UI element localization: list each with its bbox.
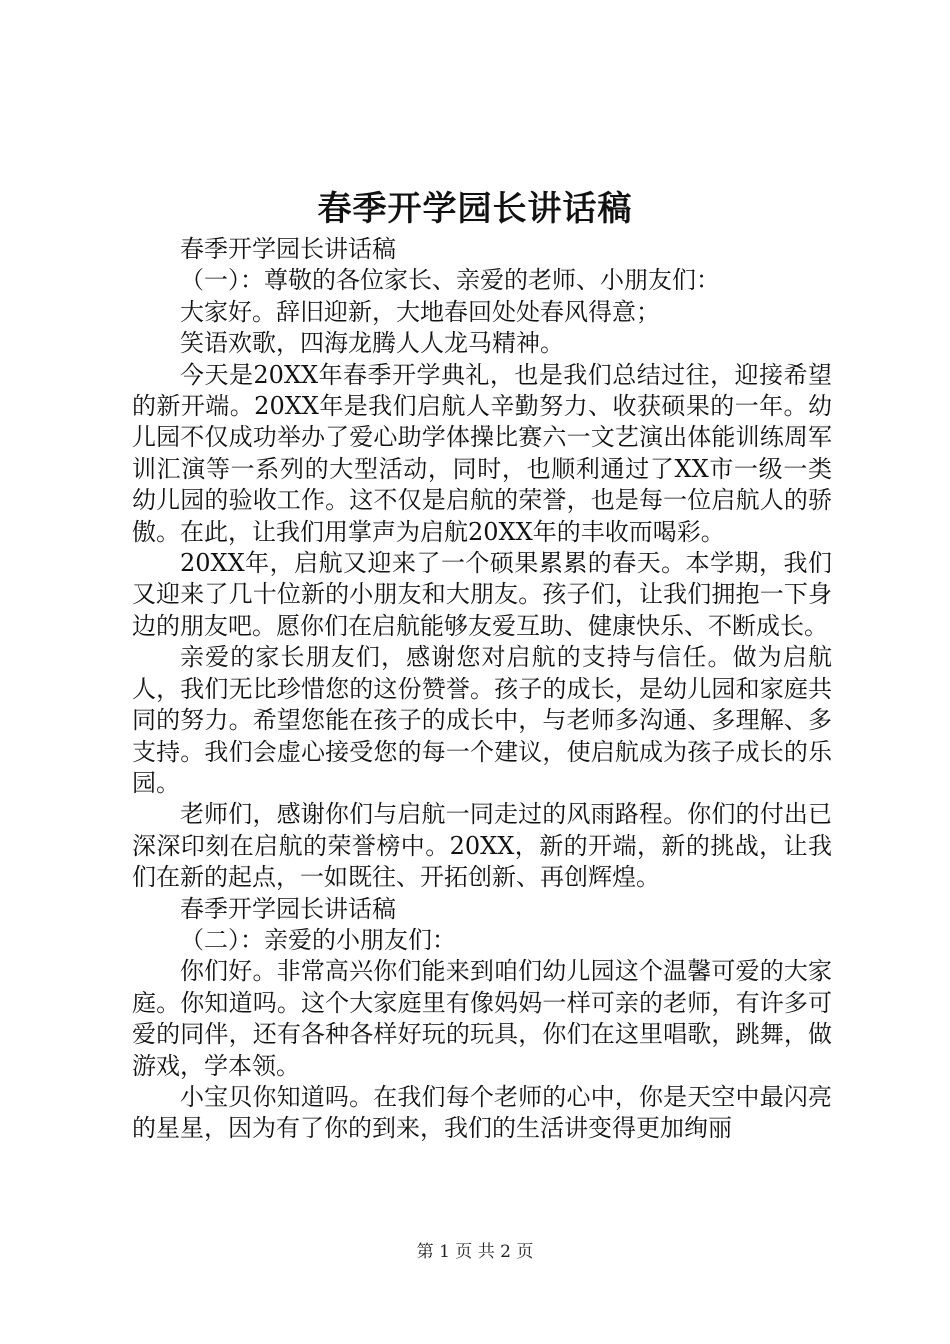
paragraph: 老师们，感谢你们与启航一同走过的风雨路程。你们的付出已深深印刻在启航的荣誉榜中。20XX，新的开端，新的挑战，让我们在新的起点，一如既往、开拓创新、再创辉煌。 [132,800,832,892]
paragraph: 你们好。非常高兴你们能来到咱们幼儿园这个温馨可爱的大家庭。你知道吗。这个大家庭里有像妈妈一样可亲的老师，有许多可爱的同伴，还有各种各样好玩的玩具，你们在这里唱歌，跳舞，做游戏，学本领。 [132,957,832,1080]
paragraph-salutation-1: （一）：尊敬的各位家长、亲爱的老师、小朋友们： [180,266,720,295]
paragraph: 今天是20XX年春季开学典礼，也是我们总结过往，迎接希望的新开端。20XX年是我们启航人辛勤努力、收获硕果的一年。幼儿园不仅成功举办了爱心助学体操比赛六一文艺演出体能训练周军训汇演等一系列的大型活动，同时，也顺利通过了XX市一级一类幼儿园的验收工作。这不仅是启航的荣誉，也是每一位启航人的骄傲。在此，让我们用掌声为启航20XX年的丰收而喝彩。 [132,360,832,546]
document-body [132,234,832,1145]
document-title: 春季开学园长讲话稿 [317,189,633,229]
page-number-footer: 第 1 页 共 2 页 [416,1242,534,1262]
paragraph: 小宝贝你知道吗。在我们每个老师的心中，你是天空中最闪亮的星星，因为有了你的到来，我们的生活讲变得更加绚丽 [132,1082,832,1143]
paragraph: 大家好。辞旧迎新，大地春回处处春风得意； [180,297,660,326]
paragraph-salutation-2: （二）：亲爱的小朋友们： [180,925,456,954]
paragraph: 亲爱的家长朋友们，感谢您对启航的支持与信任。做为启航人，我们无比珍惜您的这份赞誉。孩子的成长，是幼儿园和家庭共同的努力。希望您能在孩子的成长中，与老师多沟通、多理解、多支持。我们会虚心接受您的每一个建议，使启航成为孩子成长的乐园。 [132,643,832,797]
paragraph-heading-1: 春季开学园长讲话稿 [180,235,396,263]
paragraph-heading-2: 春季开学园长讲话稿 [180,894,396,923]
paragraph: 笑语欢歌，四海龙腾人人龙马精神。 [180,329,564,358]
paragraph: 20XX年，启航又迎来了一个硕果累累的春天。本学期，我们又迎来了几十位新的小朋友和大朋友。孩子们，让我们拥抱一下身边的朋友吧。愿你们在启航能够友爱互助、健康快乐、不断成长。 [132,549,832,640]
